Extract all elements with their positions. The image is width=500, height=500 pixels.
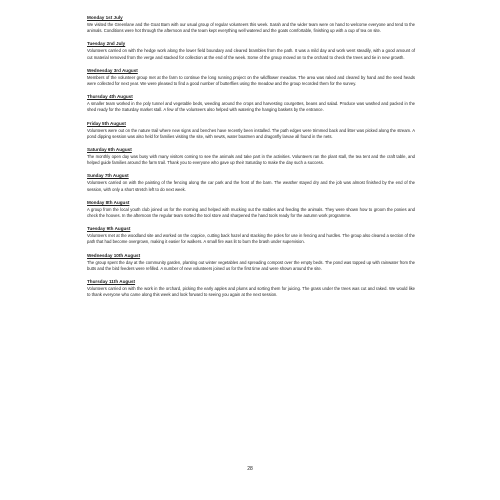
entry-date: Wednesday 10th August — [87, 252, 141, 258]
diary-entry — [87, 68, 415, 87]
entry-date: Thursday 4th August — [87, 94, 133, 100]
entry-text: The monthly open day was busy with many visitors coming to see the animals and take part in the activities. Volunteers ran the plant stall, the tea tent and the craft table, and helped guide families around the farm trail. Thank you to everyone who gave up their Saturday to make the day such a success. — [87, 154, 415, 166]
entry-date: Tuesday 9th August — [87, 226, 131, 232]
entry-text: Volunteers were out on the nature trail where new signs and benches have recently been installed. The path edges were trimmed back and litter was picked along the stream. A pond dipping session was also held for families visiting the site, with newts, water boatmen and dragonfly larvae all found in the nets. — [87, 127, 415, 139]
diary-body — [87, 15, 415, 305]
entry-text: Members of the volunteer group met at the farm to continue the long running project on the wildflower meadow. The area was raked and cleared by hand and the seed heads were collected for next year. We were pleased to find a good number of butterflies using the meadow and the group recorded them for the survey. — [87, 74, 415, 87]
diary-entry — [87, 41, 415, 60]
entry-date: Monday 8th August — [87, 199, 130, 205]
diary-entry — [87, 15, 415, 34]
entry-text: The group spent the day at the community garden, planting out winter vegetables and spreading compost over the empty beds. The pond was topped up with rainwater from the butts and the bird feeders were refilled. A number of new volunteers joined us for the first time and were shown around the site. — [87, 259, 415, 271]
diary-entry — [87, 173, 415, 192]
entry-text: Volunteers carried on with the painting of the fencing along the car park and the front of the barn. The weather stayed dry and the job was almost finished by the end of the session, with only a short stretch left to do next week. — [87, 180, 415, 192]
entry-text: A group from the local youth club joined us for the morning and helped with mucking out the stables and feeding the animals. They were shown how to groom the ponies and check the hooves. In the afternoon the regular team sorted the tool store and sharpened the hand tools ready for the autumn work programme. — [87, 206, 415, 219]
diary-entry — [87, 226, 415, 245]
diary-entry — [87, 253, 415, 272]
entry-date: Wednesday 3rd August — [87, 67, 138, 73]
entry-date: Monday 1st July — [87, 15, 123, 20]
entry-text: Volunteers carried on with the work in the orchard, picking the early apples and plums and sorting them for juicing. The grass under the trees was cut and raked. We would like to thank everyone who came along this week and look forward to seeing you again at the next session. — [87, 286, 415, 298]
entry-text: Volunteers carried on with the hedge work along the lower field boundary and cleared brambles from the path. It was a mild day and work went steadily, with a good amount of cut material removed from the verge and stacked for collection at the end of the week. Some of the group moved on to the orchard to check the trees and tie in new growth. — [87, 48, 415, 60]
entry-date: Tuesday 2nd July — [87, 41, 126, 47]
diary-entry — [87, 147, 415, 166]
entry-date: Thursday 11th August — [87, 279, 136, 285]
entry-text: Volunteers met at the woodland site and worked on the coppice, cutting back hazel and stacking the poles for use in fencing and hurdles. The group also cleared a section of the path that had become overgrown, making it easier for walkers. A small fire was lit to burn the brash under supervision. — [87, 233, 415, 245]
entry-text: We visited the Greenlane and the Goat Barn with our usual group of regular volunteers this week. Sarah and the wider team were on hand to welcome everyone and tend to the animals. Conditions were hot through the afternoon and the team kept everything well watered and the goats comfortable, finishing up with a cup of tea on site. — [87, 22, 415, 34]
entry-text: A smaller team worked in the poly tunnel and vegetable beds, weeding around the crops and harvesting courgettes, beans and salad. Produce was washed and packed in the shed ready for the Saturday market stall. A few of the volunteers also helped with watering the hanging baskets by the entrance. — [87, 101, 415, 113]
diary-entry — [87, 279, 415, 298]
page-number: 28 — [247, 466, 253, 472]
diary-entry — [87, 200, 415, 219]
entry-date: Saturday 6th August — [87, 147, 132, 153]
diary-entry — [87, 121, 415, 140]
entry-date: Friday 5th August — [87, 120, 126, 126]
entry-date: Sunday 7th August — [87, 173, 129, 179]
diary-entry — [87, 94, 415, 113]
